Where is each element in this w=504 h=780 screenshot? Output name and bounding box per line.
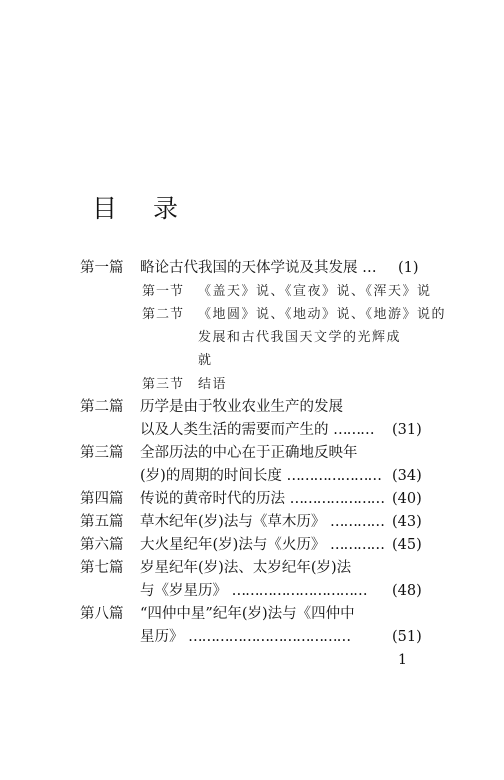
entry-title-text: 传说的黄帝时代的历法 (140, 491, 285, 507)
entry-title: 全部历法的中心在于正确地反映年 (140, 445, 358, 461)
section-number: 第三节 (142, 377, 185, 392)
part-number: 第二篇 (80, 399, 124, 415)
entry-title-continued (140, 465, 381, 487)
part-number: 第七篇 (80, 560, 124, 576)
entry-title-continued (140, 580, 367, 602)
entry-title (140, 257, 376, 279)
leader-dots: ………… (329, 537, 384, 553)
part-number: 第四篇 (80, 491, 124, 507)
entry-title-text: 略论古代我国的天体学说及其发展 (140, 260, 358, 276)
leader-dots: ……………………………… (188, 629, 351, 645)
entry-title: 岁星纪年(岁)法、太岁纪年(岁)法 (140, 560, 352, 576)
section-title-continued: 发展和古代我国天文学的光辉成 (198, 330, 402, 345)
entry-title-continued (140, 419, 374, 441)
part-number: 第五篇 (80, 514, 124, 530)
entry-title-text: (岁)的周期的时间长度 (140, 468, 282, 484)
entry-title (140, 488, 384, 510)
part-number: 第八篇 (80, 606, 124, 622)
leader-dots: ……… (333, 422, 374, 438)
part-number: 第六篇 (80, 537, 124, 553)
entry-title-text: 与《岁星历》 (140, 583, 227, 599)
page-number: (1) (398, 260, 419, 276)
page-number: (40) (392, 491, 422, 507)
leader-dots: ………………………… (231, 583, 367, 599)
page-title: 目 录 (92, 194, 192, 223)
entry-title-text: 草木纪年(岁)法与《草木历》 (140, 514, 326, 530)
part-number: 第一篇 (80, 260, 124, 276)
entry-title-text: 以及人类生活的需要而产生的 (140, 422, 329, 438)
page-number: (43) (392, 514, 422, 530)
page-number: (34) (392, 468, 422, 484)
entry-title-text: 大火星纪年(岁)法与《火历》 (140, 537, 326, 553)
section-title: 《盖天》说、《宣夜》说、《浑天》说 (198, 284, 432, 299)
page-number: (45) (392, 537, 422, 553)
leader-dots: ………… (329, 514, 384, 530)
entry-title (140, 511, 384, 533)
page-number: (51) (392, 629, 422, 645)
entry-title: “四仲中星”纪年(岁)法与《四仲中 (140, 606, 355, 622)
entry-title: 历学是由于牧业农业生产的发展 (140, 399, 343, 415)
leader-dots: ………………… (289, 491, 385, 507)
section-title: 《地圆》说、《地动》说、《地游》说的 (198, 307, 447, 322)
section-title: 结语 (198, 377, 228, 392)
page-number: (31) (392, 422, 422, 438)
section-title-continued: 就 (198, 353, 213, 368)
page-number: (48) (392, 583, 422, 599)
entry-title-continued (140, 626, 350, 648)
section-number: 第一节 (142, 284, 185, 299)
entry-title-text: 星历》 (140, 629, 184, 645)
folio-page-number: 1 (398, 652, 407, 668)
leader-dots: … (362, 260, 376, 276)
section-number: 第二节 (142, 307, 185, 322)
leader-dots: ………………… (286, 468, 381, 484)
entry-title (140, 534, 384, 556)
part-number: 第三篇 (80, 445, 124, 461)
